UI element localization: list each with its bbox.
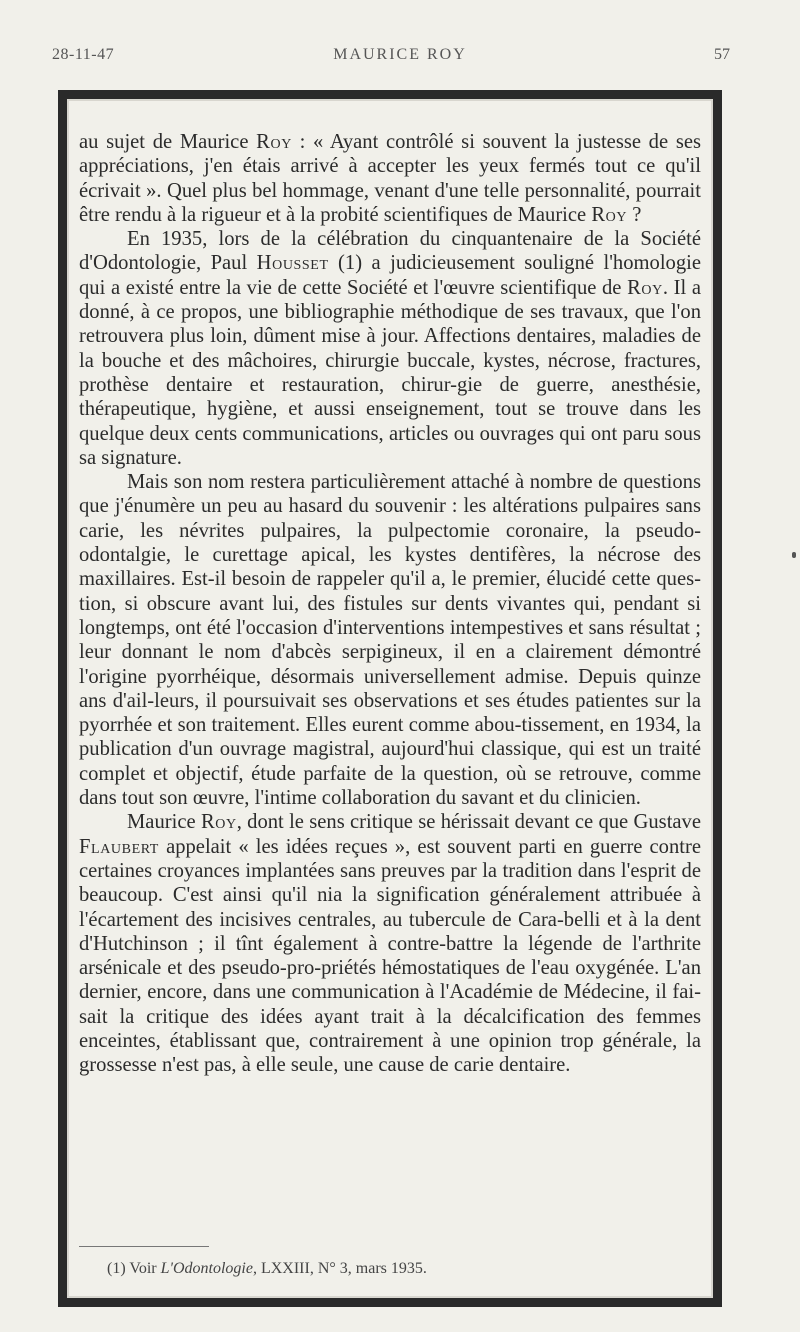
running-head bbox=[0, 46, 800, 70]
name-flaubert: Flaubert bbox=[79, 835, 159, 858]
journal-title: L'Odontologie bbox=[160, 1260, 253, 1277]
paragraph-3: Mais son nom restera particulièrement attaché à nombre de questions que j'énumère un peu au hasard du souvenir : les altérations pulpaires sans carie, les névrites pulpaires, la pulpectomie coronaire, la pseudo-odontalgie, le curettage apical, les kystes dentifères, la nécrose des maxillaires. Est-il besoin de rappeler qu'il a, le premier, élucidé cette ques-tion, si obscure avant lui, des fistules sur dents vivantes qui, pendant si longtemps, ont été l'occasion d'interventions intempestives et sans résultat ; leur donnant le nom d'abcès serpigineux, il en a clairement démontré l'origine pyorrhéique, désormais universellement admise. Depuis quinze ans d'ail-leurs, il poursuivait ses observations et ses études patientes sur la pyorrhée et son traitement. Elles eurent comme abou-tissement, en 1934, la publication d'un ouvrage magistral, aujourd'hui classique, qui est un traité complet et objectif, étude parfaite de la question, où se retrouve, comme dans tout son œuvre, l'intime collaboration du savant et du clinicien. bbox=[79, 471, 701, 810]
footnote-rule bbox=[79, 1246, 209, 1247]
name-roy: Roy bbox=[200, 811, 237, 834]
paragraph-4: Maurice Roy, dont le sens critique se hérissait devant ce que Gustave Flaubert appelait « les idées reçues », est souvent parti en guerre contre certaines croyances implantées sans preuves par la tradition dans l'esprit de beaucoup. C'est ainsi qu'il nia la signification généralement attribuée à l'écartement des incisives centrales, au tubercule de Cara-belli et à la dent d'Hutchinson ; il tînt également à contre-battre la légende de l'arthrite arsénicale et des pseudo-pro-priétés hémostatiques de l'eau oxygénée. L'an dernier, encore, dans une communication à l'Académie de Médecine, il fai-sait la critique des idées ayant trait à la décalcification des femmes enceintes, établissant que, contrairement à une opinion trop générale, la grossesse n'est pas, à elle seule, une cause de carie dentaire. bbox=[79, 811, 701, 1077]
name-roy: Roy bbox=[256, 131, 292, 153]
header-date: 28-11-47 bbox=[52, 46, 115, 63]
paragraph-1: au sujet de Maurice Roy : « Ayant contrôlé si souvent la justesse de ses appréciations, j'en étais arrivé à accepter les yeux fermés tout ce qu'il écrivait ». Quel plus bel hommage, venant d'une telle personnalité, pourrait être rendu à la rigueur et à la probité scientifiques de Maurice Roy ? bbox=[79, 131, 701, 226]
paragraph-2: En 1935, lors de la célébration du cinquantenaire de la Société d'Odontologie, Paul Housset (1) a judicieusement souligné l'homologie qui a existé entre la vie de cette Société et l'œuvre scientifique de Roy. Il a donné, à ce propos, une bibliographie méthodique de ses travaux, que l'on retrouvera plus loin, dûment mise à jour. Affections dentaires, maladies de la bouche et des mâchoires, chirurgie buccale, kystes, nécrose, fractures, prothèse dentaire et restauration, chirur-gie de guerre, anesthésie, thérapeutique, hygiène, et aussi enseignement, tout se trouve dans les quelque deux cents communications, articles ou ouvrages qui ont paru sous sa signature. bbox=[79, 228, 701, 469]
ink-speck bbox=[792, 552, 796, 558]
page-number: 57 bbox=[714, 46, 730, 63]
name-housset: Housset bbox=[256, 252, 329, 275]
name-roy: Roy bbox=[591, 203, 628, 226]
footnote: (1) Voir L'Odontologie, LXXIII, N° 3, mars 1935. bbox=[107, 1260, 427, 1277]
article-text bbox=[79, 130, 701, 1078]
name-roy: Roy bbox=[627, 276, 663, 299]
header-title: MAURICE ROY bbox=[333, 46, 467, 63]
